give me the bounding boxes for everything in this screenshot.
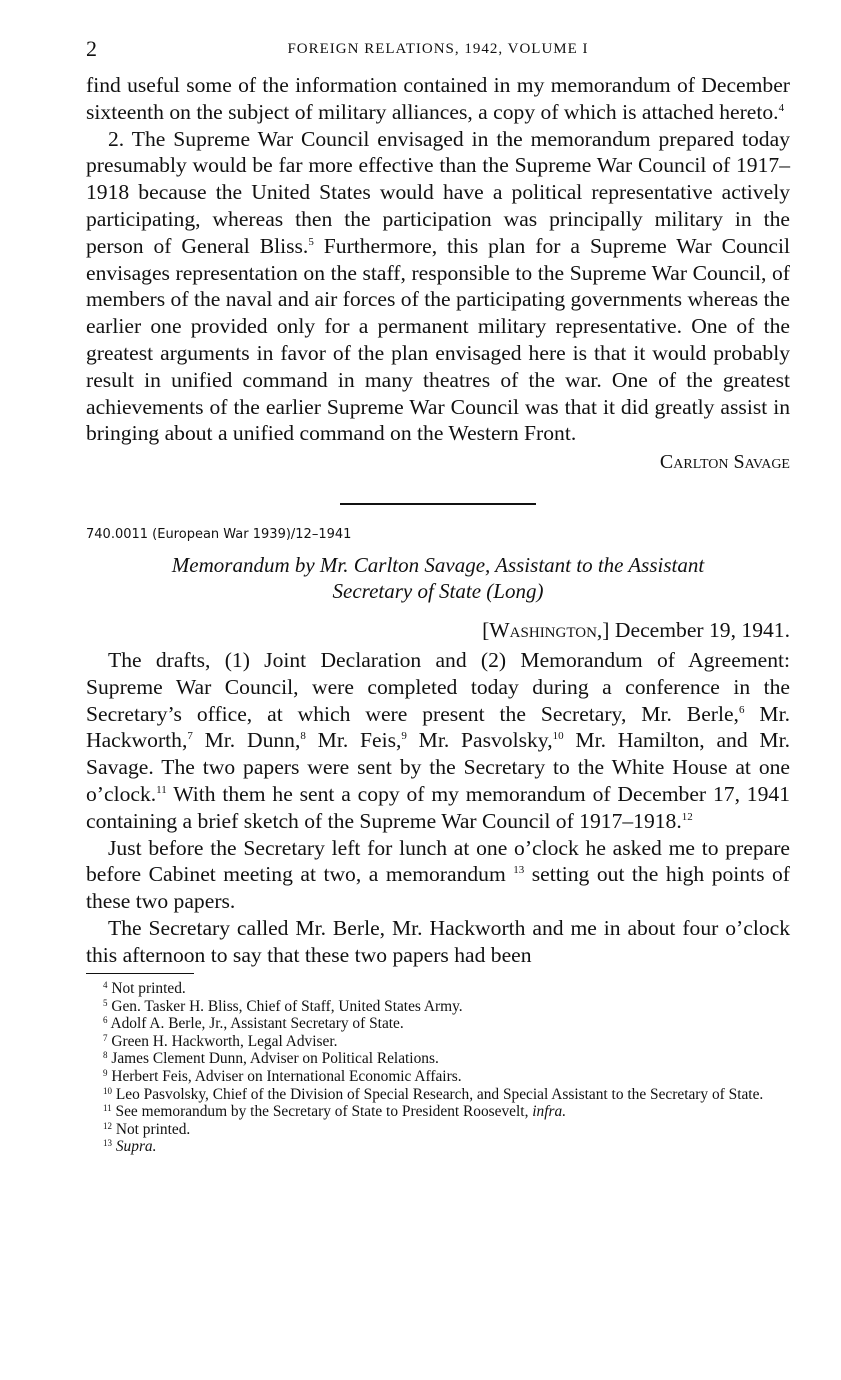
footnote-ref: 5	[308, 235, 314, 248]
footnote: $^5$ Gen. Tasker H. Bliss, Chief of Staff, United States Army.	[103, 997, 463, 1015]
footnote: $^{12}$ Not printed.	[103, 1120, 191, 1138]
footnote: $^9$ Herbert Feis, Adviser on International Economic Affairs.	[103, 1067, 462, 1085]
memo-paragraph-1: The drafts, (1) Joint Declaration and (2) Memorandum of Agreement: Supreme War Council, were completed today during a conference in the Secretary’s office, at which were present the Secretary, Mr. Berle,$^6$ Mr. Hackworth,$^7$ Mr. Dunn,$^8$ Mr. Feis,$^9$ Mr. Pasvolsky,$^{10}$ Mr. Hamilton, and Mr. Savage. The two papers were sent by the Secretary to the White House at one o’clock.$^{11}$ With them he sent a copy of my memorandum of December 17, 1941 containing a brief sketch of the Supreme War Council of 1917–1918.12	[86, 647, 791, 833]
footnote-ref: 7	[187, 730, 193, 743]
footnote-ref: 6	[738, 703, 745, 716]
footnote-ref: 10	[552, 730, 564, 743]
footnote: $^8$ James Clement Dunn, Adviser on Political Relations.	[103, 1050, 439, 1068]
page-number: 2	[86, 36, 97, 61]
title-line-1: Memorandum by Mr. Carlton Savage, Assistant to the Assistant	[171, 552, 705, 577]
page-header	[86, 32, 790, 72]
footnote-ref: 12	[681, 810, 693, 823]
section-divider	[340, 503, 536, 505]
signature: Carlton Savage	[659, 451, 790, 474]
footnote: $^{11}$ See memorandum by the Secretary of State to President Roosevelt, infra.	[103, 1103, 567, 1121]
footnote: $^{13}$ Supra.	[103, 1138, 157, 1156]
footnote: $^{10}$ Leo Pasvolsky, Chief of the Division of Special Research, and Special Assistant to the Secretary of State.	[103, 1085, 764, 1103]
footnote-ref: 9	[401, 730, 407, 743]
footnote-ref: 13	[513, 864, 525, 877]
footnote-ref: 4	[778, 101, 785, 114]
dateline-date: December 19, 1941.	[609, 617, 790, 642]
dateline-place: [Washington,]	[482, 617, 610, 642]
memo-paragraph-3: The Secretary called Mr. Berle, Mr. Hackworth and me in about four o’clock this afternoon to say that these two papers had been	[86, 915, 790, 967]
footnote: $^7$ Green H. Hackworth, Legal Adviser.	[103, 1032, 338, 1050]
file-reference: 740.0011 (European War 1939)/12–1941	[86, 526, 352, 542]
memo-paragraph-2: Just before the Secretary left for lunch at one o’clock he asked me to prepare before Cabinet meeting at two, a memorandum $^{13}$ setting out the high points of these two papers.	[86, 835, 790, 914]
memorandum-body	[86, 647, 790, 969]
paragraph-continued: find useful some of the information contained in my memorandum of December sixteenth on the subject of military alliances, a copy of which is attached hereto.$^4$	[86, 73, 790, 124]
footnote-ref: 8	[300, 730, 306, 743]
dateline	[86, 618, 790, 643]
document-title	[86, 552, 790, 604]
footnotes	[86, 980, 790, 1156]
paragraph-2: 2. The Supreme War Council envisaged in the memorandum prepared today presumably would be far more effective than the Supreme War Council of 1917–1918 because the United States would have a political representative actively participating, whereas then the participation was principally military in the person of General Bliss.$^5$ Furthermore, this plan for a Supreme War Council envisages representation on the staff, responsible to the Supreme War Council, of members of the naval and air forces of the participating governments whereas the earlier one provided only for a permanent military representative. One of the greatest arguments in favor of the plan envisaged here is that it would probably result in unified command in many theatres of the war. One of the greatest achievements of the earlier Supreme War Council was that it did greatly assist in bringing about a unified command on the Western Front.	[86, 126, 790, 446]
running-title: FOREIGN RELATIONS, 1942, VOLUME I	[287, 41, 589, 57]
document-page	[86, 32, 790, 1156]
footnote-ref: 11	[156, 783, 167, 796]
footnote: $^4$ Not printed.	[103, 980, 186, 998]
footnote-rule	[86, 973, 194, 975]
first-section	[86, 72, 790, 476]
title-line-2: Secretary of State (Long)	[332, 578, 544, 603]
footnote: $^6$ Adolf A. Berle, Jr., Assistant Secretary of State.	[103, 1015, 404, 1033]
